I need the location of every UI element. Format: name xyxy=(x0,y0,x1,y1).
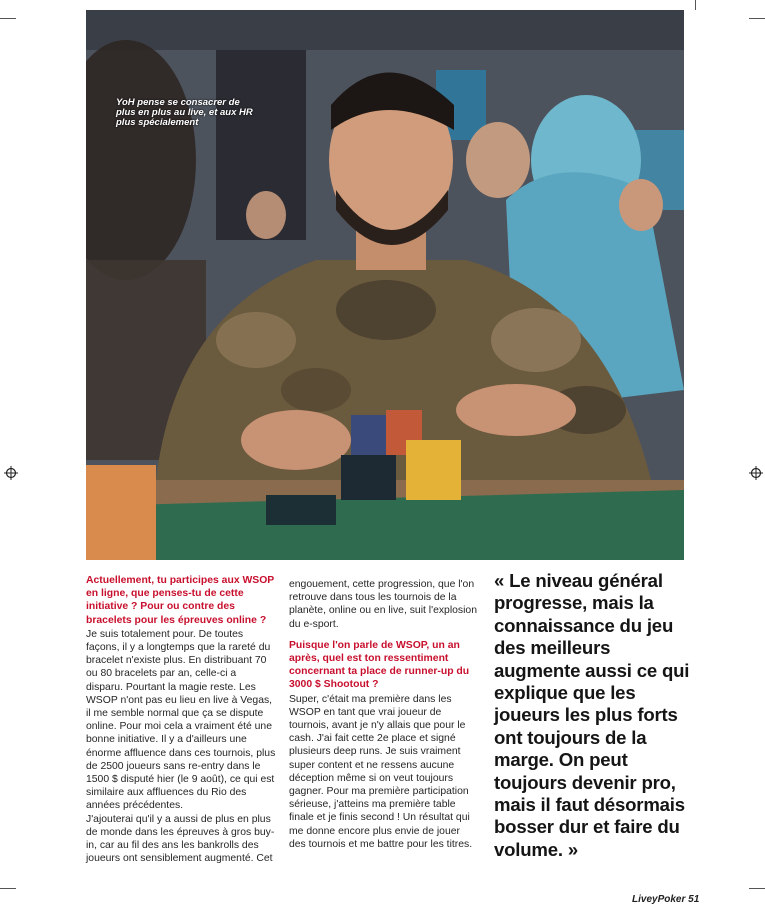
crop-mark xyxy=(749,18,765,19)
crop-mark xyxy=(0,888,16,889)
crop-mark xyxy=(695,0,696,10)
interview-answer: Je suis totalement pour. De toutes façons, il y a longtemps que la rareté du bracelet n'existe plus. En distribuant 70 ou 80 bracelets par an, celle-ci a disparu. Pourtant la magie reste. Les WSOP n'ont pas eu lieu en live à Vegas, il me semble normal que ça se dispute online. Pour moi cela a vraiment été une bonne initiative. Il y a d'ailleurs une énorme affluence dans ces tournois, plus de 2500 joueurs sans re-entry dans le 1500 $ disputé hier (le 9 août), ce qui est similaire aux affluences du Rio des années précédentes. xyxy=(86,628,276,812)
crop-mark xyxy=(749,888,765,889)
interview-question: Actuellement, tu participes aux WSOP en ligne, que penses-tu de cette initiative ? Pour ou contre des bracelets pour les épreuves online ? xyxy=(86,575,275,626)
poker-player-photo xyxy=(86,10,684,560)
interview-answer: Super, c'était ma première dans les WSOP en tant que vrai joueur de tournois, avant je n'y allais que pour le cash. J'ai fait cette 2e place et signé plusieurs deep runs. Je suis vraiment super content et ne ressens aucune déception même si on veut toujours gagner. Pour ma première participation sérieuse, j'atteins ma première table finale et je finis second ! Un résultat qui me donne encore plus envie de jouer des tournois et me battre pour les titres. xyxy=(289,693,473,850)
pull-quote: « Le niveau général progresse, mais la connaissance du jeu des meilleurs augmente aussi ce qui explique que les joueurs les plus forts ont toujours de la marge. On peut toujours devenir pro, mais il faut désormais bosser dur et faire du volume. » xyxy=(494,570,690,860)
photo-caption: YoH pense se consacrer de plus en plus au live, et aux HR plus spécialement xyxy=(116,97,253,128)
article-column-1 xyxy=(86,574,276,865)
article-column-2 xyxy=(289,578,479,851)
interview-answer: J'ajouterai qu'il y a aussi de plus en plus de monde dans les épreuves à gros buy-in, car au fil des ans les bankrolls des joueurs ont sensiblement augmenté. Cet xyxy=(86,813,275,865)
crop-mark xyxy=(0,18,16,19)
interview-answer-continued: engouement, cette progression, que l'on retrouve dans tous les tournois de la planète, online ou en live, suit l'explosion du e-sport. xyxy=(289,579,477,630)
registration-mark-icon xyxy=(4,466,18,480)
photo-illustration xyxy=(86,10,684,560)
registration-mark-icon xyxy=(749,466,763,480)
page-footer: LiveyPoker 51 xyxy=(632,894,700,905)
interview-question: Puisque l'on parle de WSOP, un an après, quel est ton ressentiment concernant ta place de runner-up du 3000 $ Shootout ? xyxy=(289,639,470,691)
